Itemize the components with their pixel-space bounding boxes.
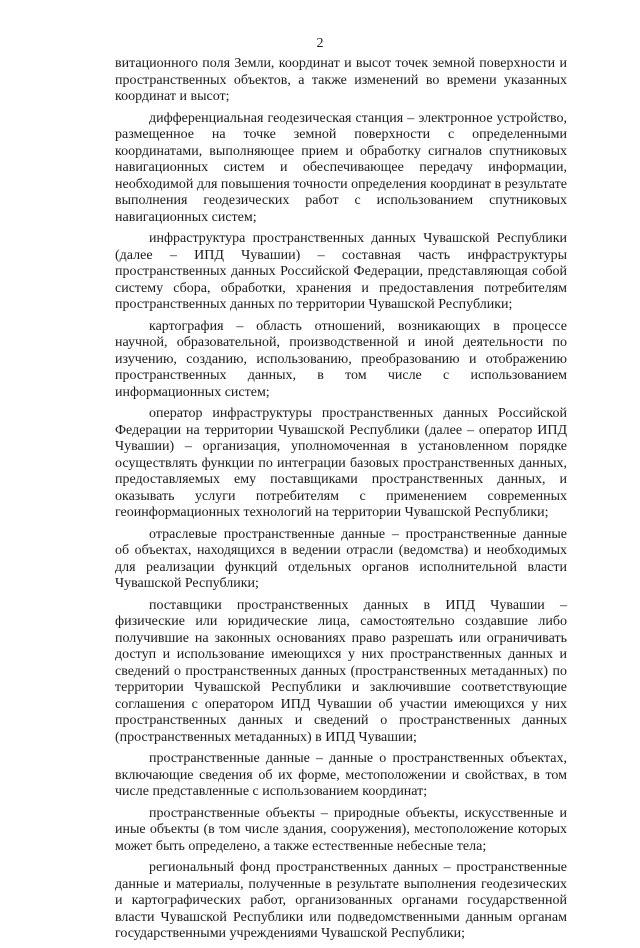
paragraph-spatial-data: пространственные данные – данные о пространственных объектах, включающие сведения об их форме, местоположении и свойствах, в том числе представленные с использованием координат; [115, 751, 567, 799]
paragraph-spatial-objects: пространственные объекты – природные объекты, искусственные и иные объекты (в том числе здания, сооружения), местоположение которых может быть определено, а также естественные небесные тела; [115, 805, 567, 854]
document-body [115, 56, 567, 948]
paragraph-regional-fund: региональный фонд пространственных данных – пространственные данные и материалы, полученные в результате выполнения геодезических и картографических работ, организованных органами государственной власти Чувашской Республики или подведомственными данным органам государственными учреждениями Чувашской Республики; [115, 860, 567, 941]
paragraph-operator-ipd: оператор инфраструктуры пространственных данных Российской Федерации на территории Чувашской Республики (далее – оператор ИПД Чувашии) – организация, уполномоченная в установленном порядке осуществлять функции по интеграции базовых пространственных данных, предоставляемых ему поставщиками пространственных данных, и оказывать услуги потребителям с применением современных геоинформационных технологий на территории Чувашской Республики; [115, 406, 567, 520]
paragraph-continuation: витационного поля Земли, координат и высот точек земной поверхности и пространственных объектов, а также изменений во времени указанных координат и высот; [115, 56, 567, 104]
page-number: 2 [316, 36, 324, 51]
paragraph-data-suppliers: поставщики пространственных данных в ИПД Чувашии – физические или юридические лица, самостоятельно создавшие либо получившие на законных основаниях право разрешать или ограничивать доступ и использование имеющихся у них пространственных данных и сведений о пространственных данных (пространственных метаданных) по территории Чувашской Республики и заключившие соответствующие соглашения с оператором ИПД Чувашии об участии имеющихся у них пространственных данных и сведений о пространственных данных (пространственных метаданных) в ИПД Чувашии; [115, 597, 567, 745]
paragraph-cartography: картография – область отношений, возникающих в процессе научной, образовательной, производственной и иной деятельности по изучению, созданию, использованию, преобразованию и отображению пространственных данных, в том числе с использованием информационных систем; [115, 318, 567, 400]
paragraph-differential-station: дифференциальная геодезическая станция – электронное устройство, размещенное на точке земной поверхности с определенными координатами, выполняющее прием и обработку сигналов спутниковых навигационных систем и обеспечивающее передачу информации, необходимой для повышения точности определения координат в результате выполнения геодезических работ с использованием спутниковых навигационных систем; [115, 110, 567, 225]
paragraph-ipd-chuvashia: инфраструктура пространственных данных Чувашской Республики (далее – ИПД Чувашии) – составная часть инфраструктуры пространственных данных Российской Федерации, представляющая собой систему сбора, обработки, хранения и предоставления потребителям пространственных данных по территории Чувашской Республики; [115, 231, 567, 312]
paragraph-sectoral-data: отраслевые пространственные данные – пространственные данные об объектах, находящихся в ведении отрасли (ведомства) и необходимых для реализации функций отдельных органов исполнительной власти Чувашской Республики; [115, 526, 567, 591]
